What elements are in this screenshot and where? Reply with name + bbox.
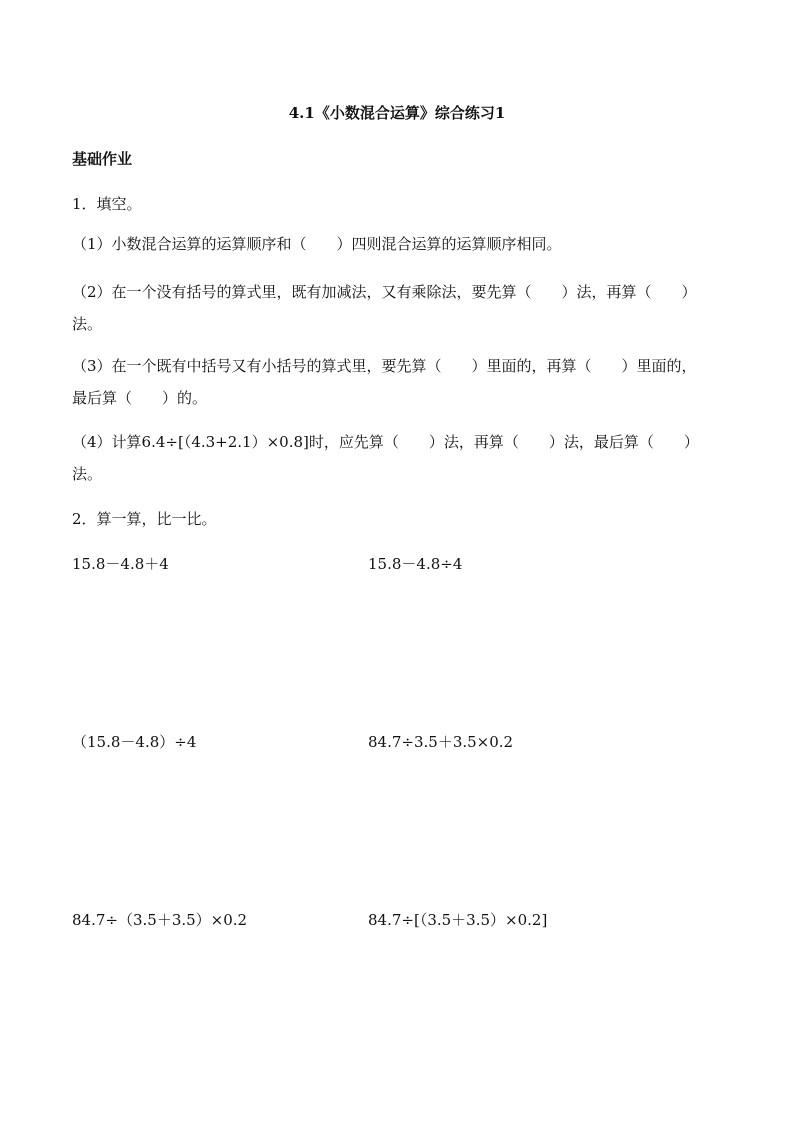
question-1-item-3-continued: 最后算（ ）的。 (72, 389, 208, 407)
expression-2: 15.8－4.8÷4 (368, 555, 463, 573)
expression-5: 84.7÷（3.5＋3.5）×0.2 (72, 911, 248, 929)
question-1-item-1: （1）小数混合运算的运算顺序和（ ）四则混合运算的运算顺序相同。 (72, 235, 562, 253)
expression-6: 84.7÷[（3.5＋3.5）×0.2] (368, 911, 548, 929)
question-1-item-3: （3）在一个既有中括号又有小括号的算式里，要先算（ ）里面的，再算（ ）里面的， (72, 357, 697, 375)
expression-4: 84.7÷3.5＋3.5×0.2 (368, 733, 514, 751)
question-1-item-2: （2）在一个没有括号的算式里，既有加减法，又有乘除法，要先算（ ）法，再算（ ） (72, 283, 697, 301)
question-1-item-4: （4）计算6.4÷[（4.3+2.1）×0.8]时，应先算（ ）法，再算（ ）法，最后算（ ） (72, 433, 699, 451)
question-2-heading: 2．算一算，比一比。 (72, 510, 217, 528)
question-1-heading: 1．填空。 (72, 195, 142, 213)
question-1-item-2-continued: 法。 (72, 315, 103, 333)
page-title: 4.1《小数混合运算》综合练习1 (288, 104, 506, 122)
expression-1: 15.8－4.8＋4 (72, 555, 169, 573)
section-heading: 基础作业 (72, 150, 133, 168)
question-1-item-4-continued: 法。 (72, 465, 103, 483)
expression-3: （15.8－4.8）÷4 (72, 733, 197, 751)
